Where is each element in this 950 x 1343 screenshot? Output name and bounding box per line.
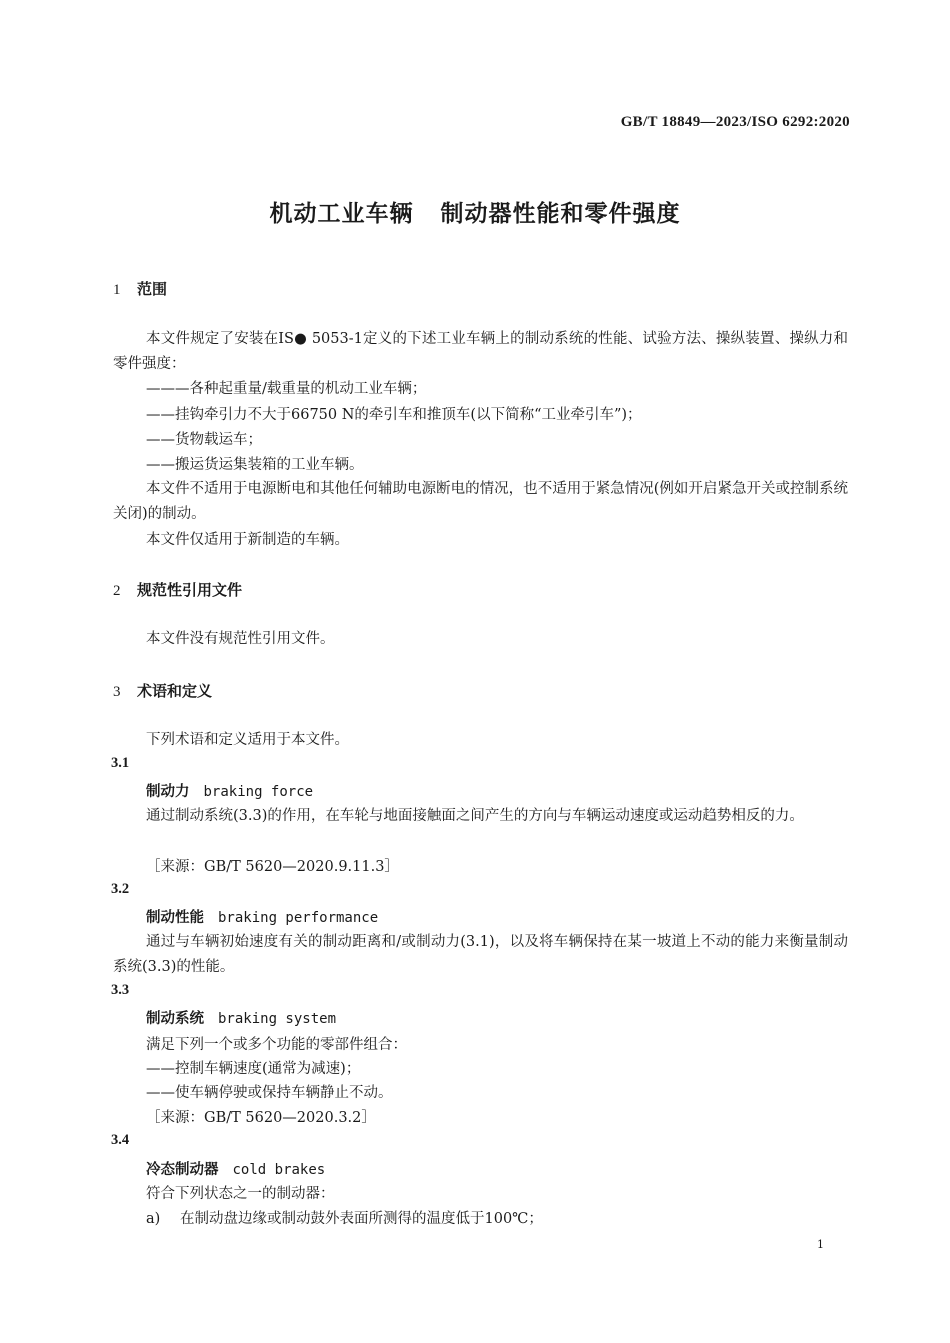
section-number: 1 — [113, 282, 121, 298]
section-title: 范围 — [137, 280, 168, 298]
term-chinese: 制动系统 — [146, 1011, 204, 1027]
term-english: cold brakes — [232, 1162, 326, 1178]
term-list-item: ——使车辆停驶或保持车辆静止不动。 — [146, 1085, 393, 1101]
scope-list-item: ——货物载运车； — [146, 432, 262, 448]
list-label: a) — [146, 1211, 161, 1227]
term-english: braking performance — [218, 910, 379, 926]
clause-number: 3.4 — [111, 1132, 130, 1148]
scope-exclusion-paragraph: 本文件不适用于电源断电和其他任何辅助电源断电的情况，也不适用于紧急情况(例如开启紧急开关或控制系统关闭)的制动。 — [113, 481, 848, 522]
term-entry — [146, 906, 378, 927]
section-1-heading — [113, 278, 167, 299]
scope-applicability-paragraph: 本文件仅适用于新制造的车辆。 — [146, 532, 349, 548]
clause-number: 3.1 — [111, 755, 130, 771]
term-list-item — [146, 1207, 543, 1228]
scope-list-item: ——挂钩牵引力不大于66750 N的牵引车和推顶车(以下简称“工业牵引车”)； — [146, 407, 642, 423]
term-source: ［来源：GB/T 5620—2020.9.11.3］ — [146, 859, 399, 875]
term-chinese: 制动性能 — [146, 910, 204, 926]
term-list-item: ——控制车辆速度(通常为减速)； — [146, 1061, 361, 1077]
section-2-heading — [113, 579, 242, 600]
terms-intro-paragraph: 下列术语和定义适用于本文件。 — [146, 732, 349, 748]
clause-number: 3.3 — [111, 982, 130, 998]
term-english: braking system — [218, 1011, 337, 1027]
clause-number: 3.2 — [111, 881, 130, 897]
term-entry — [146, 780, 313, 801]
term-definition: 通过与车辆初始速度有关的制动距离和/或制动力(3.1)，以及将车辆保持在某一坡道上不动的能力来衡量制动系统(3.3)的性能。 — [113, 934, 848, 975]
scope-list-item: ——搬运货运集装箱的工业车辆。 — [146, 457, 364, 473]
term-english: braking force — [203, 784, 314, 800]
term-definition: 符合下列状态之一的制动器： — [146, 1186, 335, 1202]
document-title: 机动工业车辆 制动器性能和零件强度 — [269, 201, 681, 227]
term-entry — [146, 1158, 325, 1179]
term-definition: 满足下列一个或多个功能的零部件组合： — [146, 1037, 407, 1053]
term-chinese: 制动力 — [146, 784, 190, 800]
list-text: 在制动盘边缘或制动鼓外表面所测得的温度低于100℃； — [180, 1211, 543, 1227]
normative-references-paragraph: 本文件没有规范性引用文件。 — [146, 631, 335, 647]
section-title: 规范性引用文件 — [137, 581, 243, 599]
scope-list-item: ———各种起重量/载重量的机动工业车辆； — [146, 381, 427, 397]
standard-code: GB/T 18849—2023/ISO 6292:2020 — [620, 114, 850, 130]
term-definition: 通过制动系统(3.3)的作用，在车轮与地面接触面之间产生的方向与车辆运动速度或运动趋势相反的力。 — [146, 808, 804, 824]
section-title: 术语和定义 — [137, 682, 213, 700]
term-entry — [146, 1007, 336, 1028]
scope-intro-paragraph: 本文件规定了安装在IS● 5053-1定义的下述工业车辆上的制动系统的性能、试验方法、操纵装置、操纵力和零件强度： — [113, 331, 848, 372]
term-source: ［来源：GB/T 5620—2020.3.2］ — [146, 1110, 376, 1126]
page-number: 1 — [817, 1238, 824, 1251]
term-chinese: 冷态制动器 — [146, 1162, 219, 1178]
section-number: 3 — [113, 684, 121, 700]
section-number: 2 — [113, 583, 121, 599]
section-3-heading — [113, 680, 212, 701]
